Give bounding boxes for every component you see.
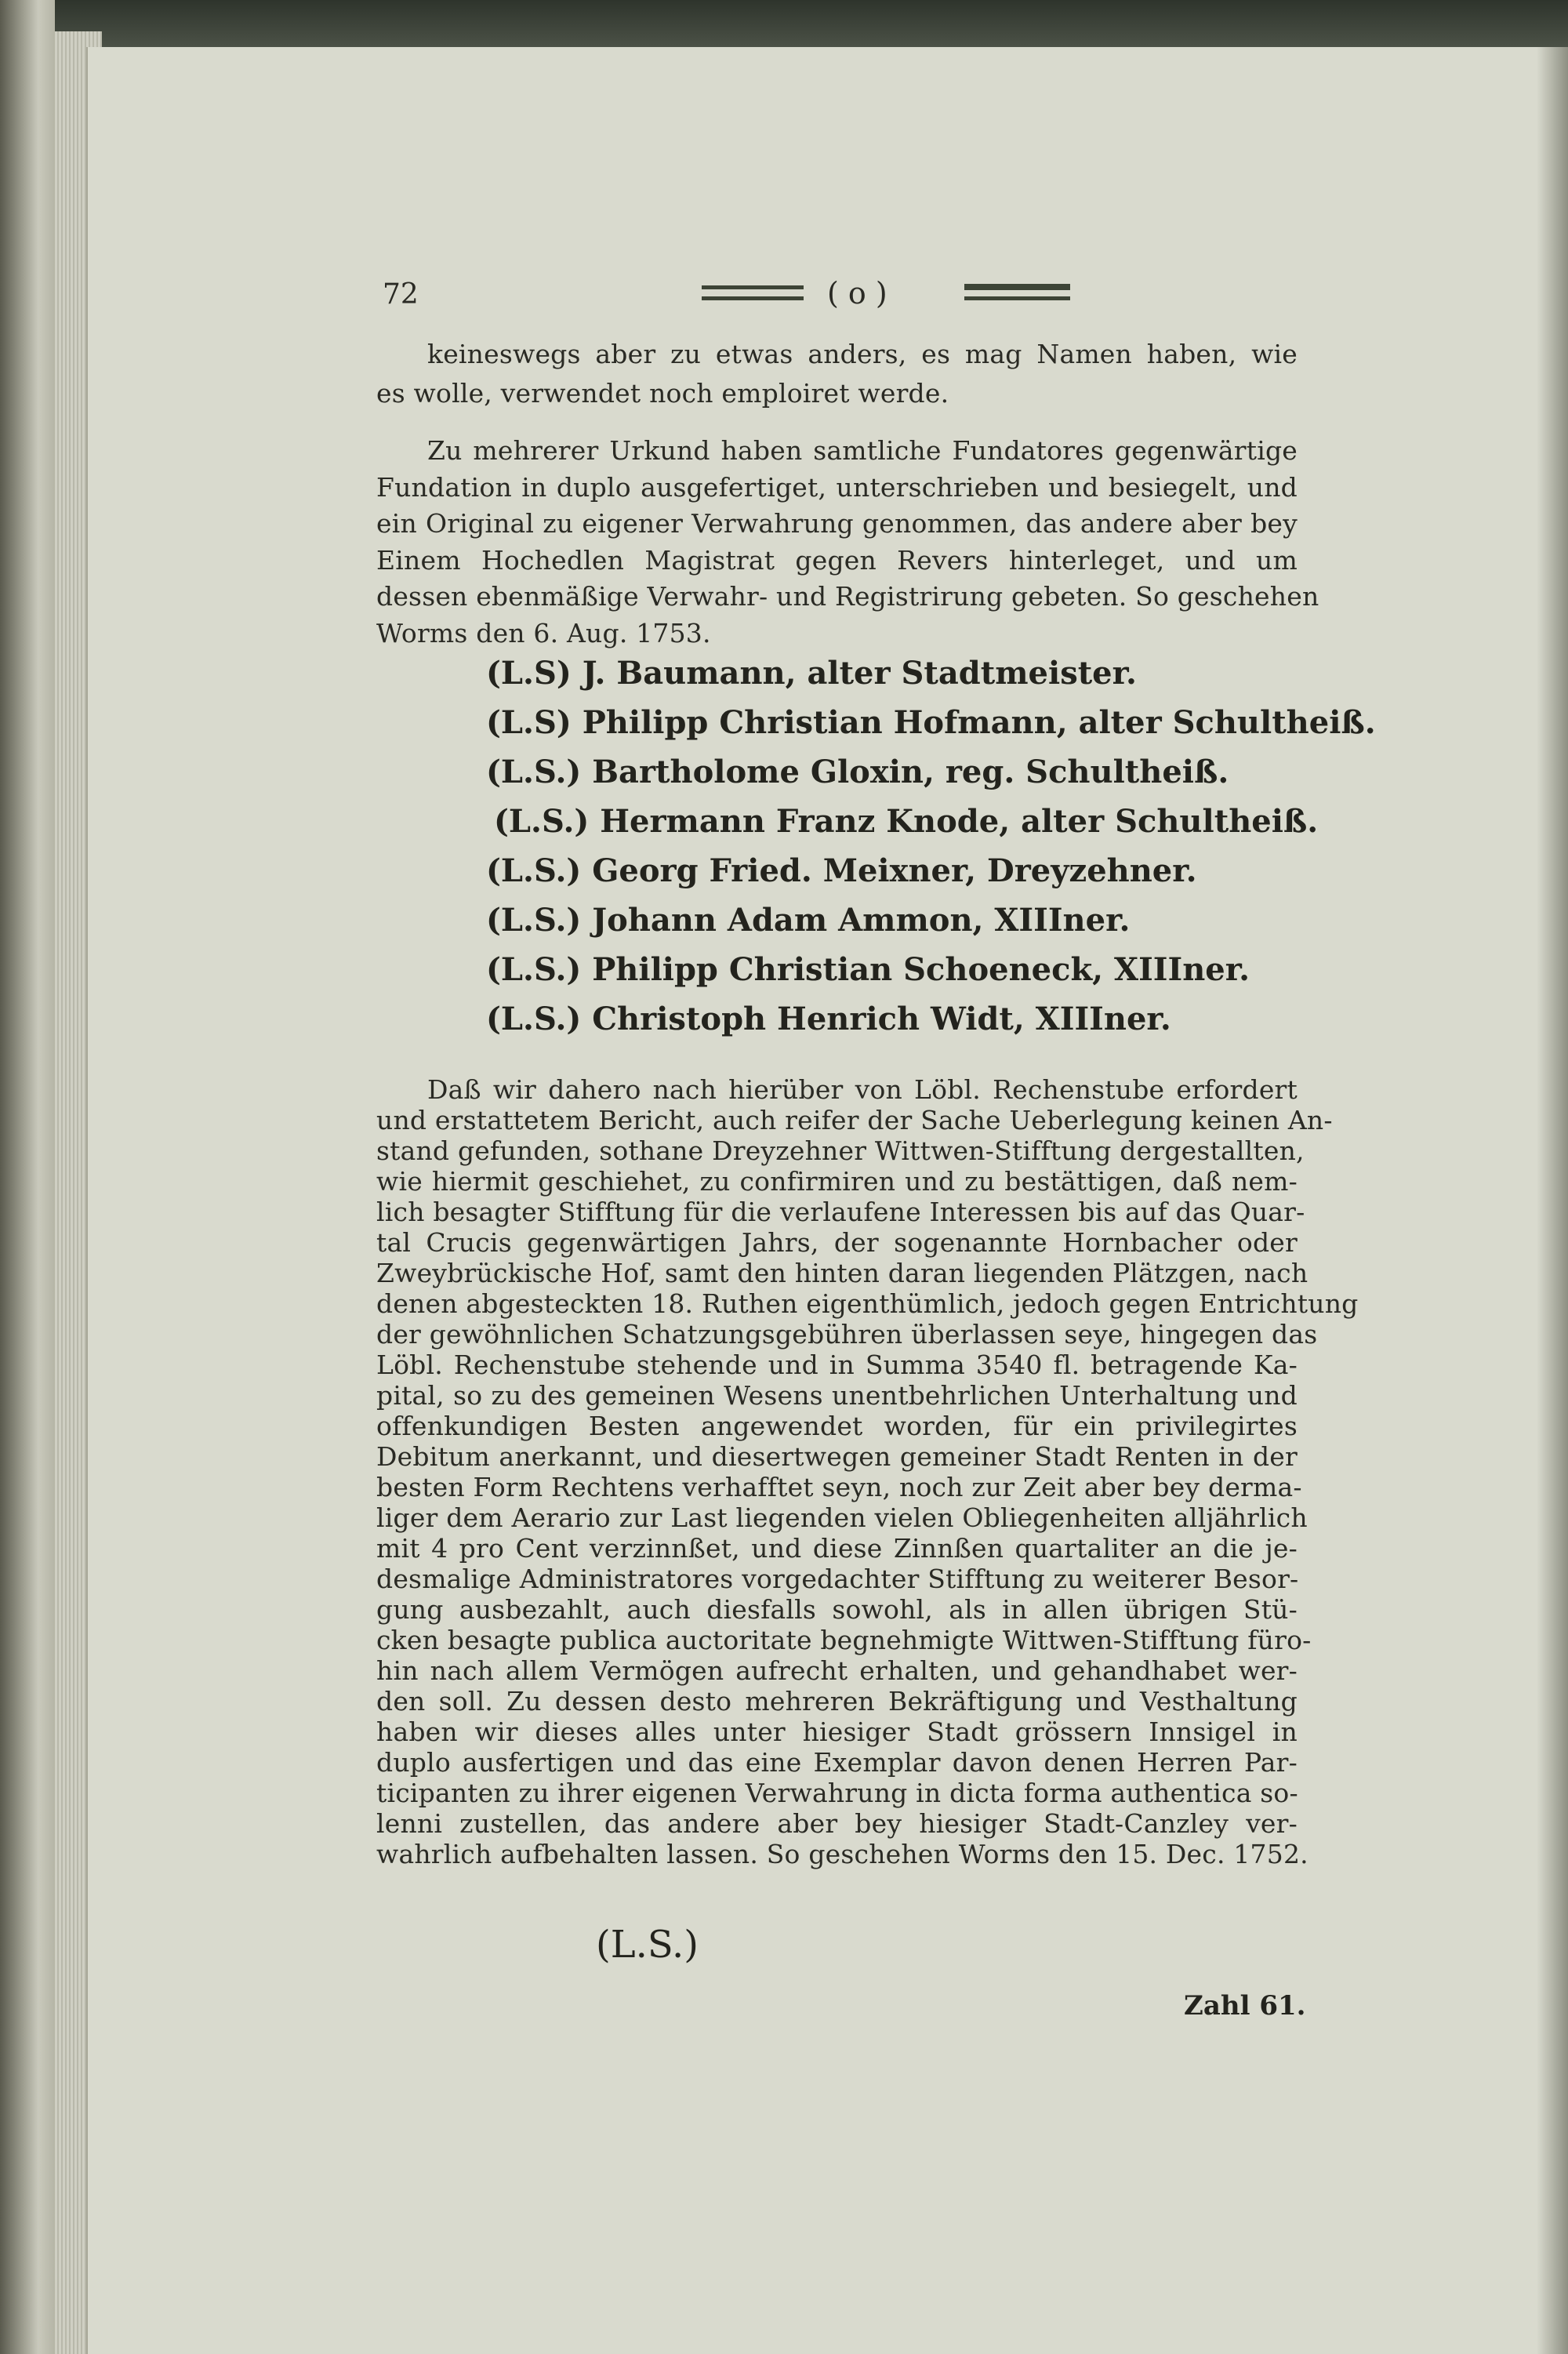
signature-line: (L.S.) Hermann Franz Knode, alter Schultheiß. bbox=[494, 803, 1319, 840]
para3-line: desmalige Administratores vorgedachter Stifftung zu weiterer Besor- bbox=[376, 1564, 1299, 1594]
signature-line: (L.S) Philipp Christian Hofmann, alter Schultheiß. bbox=[486, 704, 1376, 741]
catchword: Zahl 61. bbox=[1184, 1990, 1306, 2022]
para3-line: gung ausbezahlt, auch diesfalls sowohl, als in allen übrigen Stü- bbox=[376, 1594, 1298, 1625]
seal-mark: (L.S.) bbox=[596, 1923, 699, 1967]
para3-line: Debitum anerkannt, und diesertwegen gemeiner Stadt Renten in der bbox=[376, 1441, 1298, 1472]
para3-line: mit 4 pro Cent verzinnßet, und diese Zinnßen quartaliter an die je- bbox=[376, 1533, 1298, 1564]
para3-line: tal Crucis gegenwärtigen Jahrs, der sogenannte Hornbacher oder bbox=[376, 1227, 1298, 1258]
para3-line: liger dem Aerario zur Last liegenden vielen Obliegenheiten alljährlich bbox=[376, 1502, 1308, 1533]
para3-line: Löbl. Rechenstube stehende und in Summa 3540 fl. betragende Ka- bbox=[376, 1350, 1298, 1380]
para3-line: Zweybrückische Hof, samt den hinten daran liegenden Plätzgen, nach bbox=[376, 1258, 1308, 1288]
para3-line: pital, so zu des gemeinen Wesens unentbehrlichen Unterhaltung und bbox=[376, 1380, 1298, 1411]
signature-line: (L.S.) Christoph Henrich Widt, XIIIner. bbox=[486, 1001, 1171, 1037]
book-binding bbox=[0, 0, 55, 2354]
para3-line: wahrlich aufbehalten lassen. So geschehen Worms den 15. Dec. 1752. bbox=[376, 1839, 1308, 1869]
para3-line: lich besagter Stifftung für die verlaufene Interessen bis auf das Quar- bbox=[376, 1197, 1305, 1227]
para3-line: hin nach allem Vermögen aufrecht erhalten, und gehandhabet wer- bbox=[376, 1655, 1298, 1686]
signature-line: (L.S.) Philipp Christian Schoeneck, XIIIner. bbox=[486, 951, 1250, 988]
para2-line: Zu mehrerer Urkund haben samtliche Fundatores gegenwärtige bbox=[427, 435, 1298, 466]
para2-line: Einem Hochedlen Magistrat gegen Revers hinterleget, und um bbox=[376, 544, 1298, 576]
para3-line: wie hiermit geschiehet, zu confirmiren und zu bestättigen, daß nem- bbox=[376, 1166, 1298, 1197]
para2-line: dessen ebenmäßige Verwahr- und Registrirung gebeten. So geschehen bbox=[376, 581, 1319, 612]
signature-line: (L.S) J. Baumann, alter Stadtmeister. bbox=[486, 655, 1137, 692]
para3-line: haben wir dieses alles unter hiesiger Stadt grössern Innsigel in bbox=[376, 1716, 1298, 1747]
para3-line: denen abgesteckten 18. Ruthen eigenthümlich, jedoch gegen Entrichtung bbox=[376, 1288, 1359, 1319]
para2-line: Fundation in duplo ausgefertiget, unterschrieben und besiegelt, und bbox=[376, 471, 1298, 503]
para3-line: und erstattetem Bericht, auch reifer der Sache Ueberlegung keinen An- bbox=[376, 1105, 1333, 1135]
para3-line: ticipanten zu ihrer eigenen Verwahrung in dicta forma authentica so- bbox=[376, 1778, 1298, 1808]
para3-line: den soll. Zu dessen desto mehreren Bekräftigung und Vesthaltung bbox=[376, 1686, 1298, 1716]
para3-line: offenkundigen Besten angewendet worden, für ein privilegirtes bbox=[376, 1411, 1298, 1441]
signature-line: (L.S.) Georg Fried. Meixner, Dreyzehner. bbox=[486, 852, 1197, 889]
para3-line: duplo ausfertigen und das eine Exemplar davon denen Herren Par- bbox=[376, 1747, 1298, 1778]
para2-line: ein Original zu eigener Verwahrung genommen, das andere aber bey bbox=[376, 508, 1298, 539]
para3-line: cken besagte publica auctoritate begnehmigte Wittwen-Stifftung füro- bbox=[376, 1625, 1312, 1655]
para3-line: besten Form Rechtens verhafftet seyn, noch zur Zeit aber bey derma- bbox=[376, 1472, 1302, 1502]
signature-line: (L.S.) Bartholome Gloxin, reg. Schultheiß. bbox=[486, 754, 1229, 790]
para2-line: Worms den 6. Aug. 1753. bbox=[376, 617, 711, 648]
page-number: 72 bbox=[383, 278, 419, 311]
book-cover-top bbox=[0, 0, 1568, 47]
para3-line: Daß wir dahero nach hierüber von Löbl. Rechenstube erfordert bbox=[427, 1074, 1298, 1105]
ornament-text: ( o ) bbox=[827, 276, 887, 311]
header-ornament bbox=[702, 276, 1078, 315]
page-shadow bbox=[1537, 47, 1568, 2354]
para3-line: der gewöhnlichen Schatzungsgebühren überlassen seye, hingegen das bbox=[376, 1319, 1318, 1350]
para3-line: lenni zustellen, das andere aber bey hiesiger Stadt-Canzley ver- bbox=[376, 1808, 1298, 1839]
para1-line: es wolle, verwendet noch emploiret werde. bbox=[376, 378, 949, 409]
para3-line: stand gefunden, sothane Dreyzehner Wittwen-Stifftung dergestallten, bbox=[376, 1135, 1305, 1166]
signature-line: (L.S.) Johann Adam Ammon, XIIIner. bbox=[486, 902, 1131, 939]
para1-line: keineswegs aber zu etwas anders, es mag Namen haben, wie bbox=[427, 339, 1298, 369]
